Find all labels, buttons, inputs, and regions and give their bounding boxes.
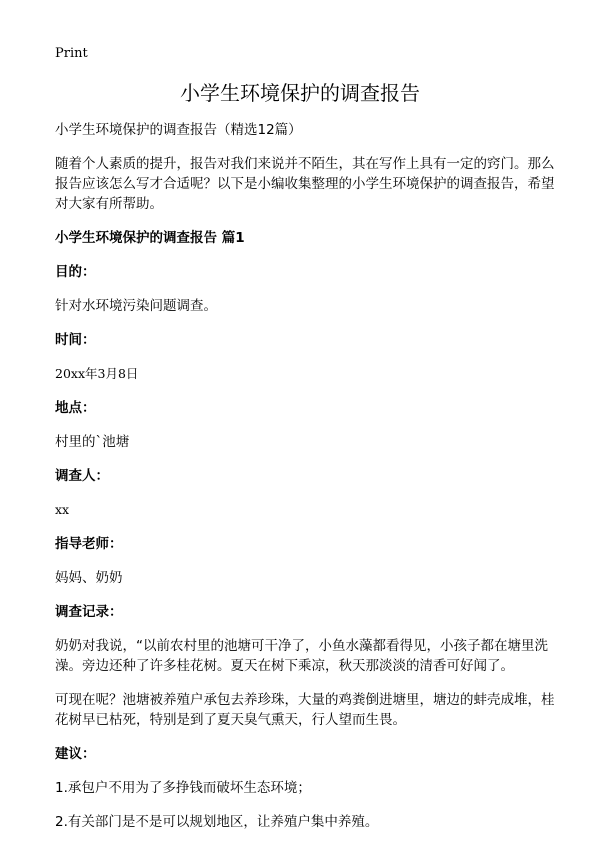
record-paragraph-1: 奶奶对我说，“以前农村里的池塘可干净了，小鱼水藻都看得见，小孩子都在塘里洗澡。旁边还种了许多桂花树。夏天在树下乘凉，秋天那淡淡的清香可好闻了。 <box>55 638 548 674</box>
intro-paragraph: 随着个人素质的提升，报告对我们来说并不陌生，其在写作上具有一定的窍门。那么报告应该怎么写才合适呢？以下是小编收集整理的小学生环境保护的调查报告，希望对大家有所帮助。 <box>55 156 555 212</box>
place-value: 村里的`池塘 <box>55 434 130 450</box>
place-label: 地点： <box>55 400 96 416</box>
print-link[interactable]: Print <box>55 46 88 61</box>
investigator-value: xx <box>55 502 70 517</box>
section-title: 小学生环境保护的调查报告 篇1 <box>55 230 245 246</box>
suggestion-item-1: 1.承包户不用为了多挣钱而破坏生态环境； <box>55 780 311 796</box>
purpose-label: 目的： <box>55 264 96 280</box>
document-title: 小学生环境保护的调查报告 <box>180 81 420 105</box>
teacher-label: 指导老师： <box>55 536 123 552</box>
time-value: 20xx年3月8日 <box>55 366 139 381</box>
purpose-value: 针对水环境污染问题调查。 <box>55 298 217 314</box>
record-label: 调查记录： <box>55 604 123 620</box>
investigator-label: 调查人： <box>55 468 109 484</box>
suggestion-label: 建议： <box>55 746 96 762</box>
time-label: 时间： <box>55 332 96 348</box>
teacher-value: 妈妈、奶奶 <box>55 570 123 586</box>
document-subtitle: 小学生环境保护的调查报告（精选12篇） <box>55 122 302 138</box>
record-paragraph-2: 可现在呢？池塘被养殖户承包去养珍珠，大量的鸡粪倒进塘里，塘边的蚌壳成堆，桂花树早已枯死，特别是到了夏天臭气熏天，行人望而生畏。 <box>55 692 555 728</box>
document-body <box>55 120 555 846</box>
suggestion-item-2: 2.有关部门是不是可以规划地区，让养殖户集中养殖。 <box>55 814 379 830</box>
